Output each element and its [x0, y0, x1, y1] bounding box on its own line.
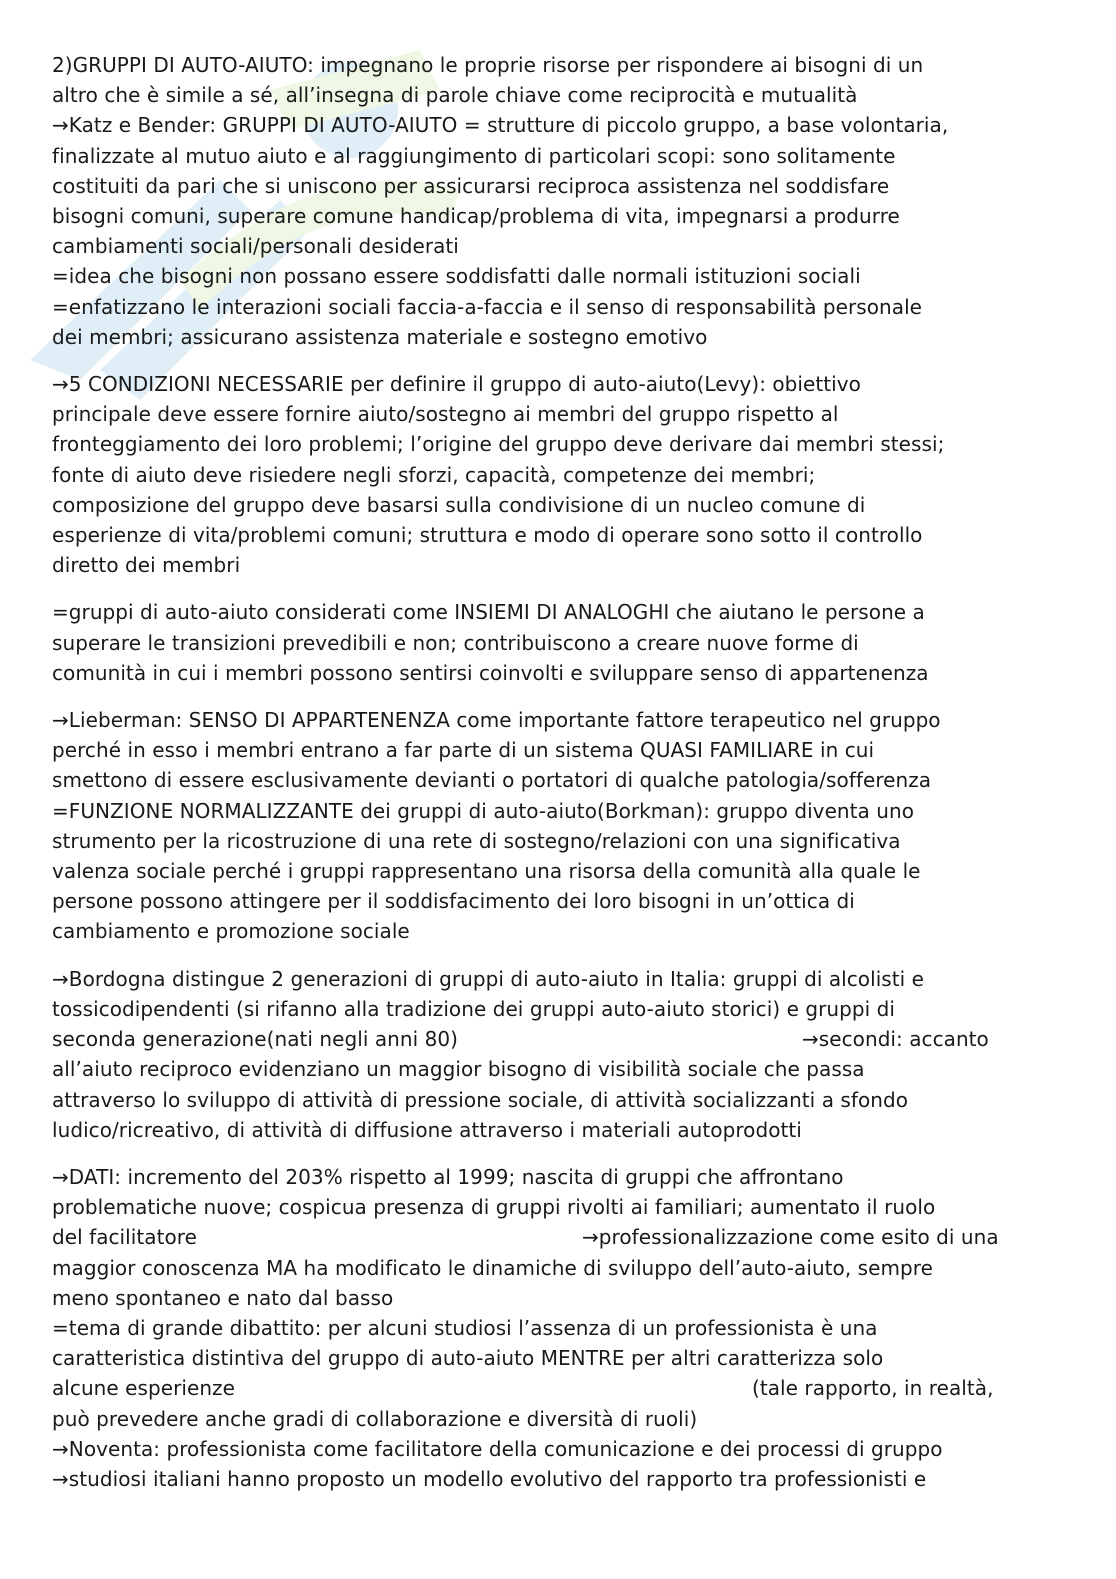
text-line-right: →secondi: accanto — [802, 1027, 989, 1052]
text-line: diretto dei membri — [52, 553, 241, 578]
text-line: comunità in cui i membri possono sentirsi coinvolti e sviluppare senso di appartenenza — [52, 660, 929, 685]
text-line: finalizzate al mutuo aiuto e al raggiungimento di particolari scopi: sono solitamente — [52, 143, 896, 168]
text-line: all’aiuto reciproco evidenziano un maggior bisogno di visibilità sociale che passa — [52, 1057, 865, 1082]
text-line: →Bordogna distingue 2 generazioni di gruppi di auto-aiuto in Italia: gruppi di alcolisti e — [52, 966, 925, 991]
text-line: composizione del gruppo deve basarsi sulla condivisione di un nucleo comune di — [52, 492, 866, 517]
text-line: =enfatizzano le interazioni sociali faccia-a-faccia e il senso di responsabilità personale — [52, 294, 923, 319]
text-line: superare le transizioni prevedibili e non; contribuiscono a creare nuove forme di — [52, 630, 859, 655]
paragraph-block — [52, 369, 1072, 580]
text-line: principale deve essere fornire aiuto/sostegno ai membri del gruppo rispetto al — [52, 402, 839, 427]
text-line: 2)GRUPPI DI AUTO-AIUTO: impegnano le proprie risorse per rispondere ai bisogni di un — [52, 53, 924, 77]
text-line: cambiamento e promozione sociale — [52, 919, 410, 944]
text-line: maggior conoscenza MA ha modificato le dinamiche di sviluppo dell’auto-aiuto, sempre — [52, 1255, 933, 1280]
paragraph-block — [52, 1162, 1072, 1494]
text-line: fronteggiamento dei loro problemi; l’origine del gruppo deve derivare dai membri stessi; — [52, 432, 945, 457]
text-line: persone possono attingere per il soddisfacimento dei loro bisogni in un’ottica di — [52, 889, 855, 914]
text-line-left: alcune esperienze — [52, 1376, 235, 1401]
text-line: fonte di aiuto deve risiedere negli sforzi, capacità, competenze dei membri; — [52, 462, 816, 487]
text-line: valenza sociale perché i gruppi rappresentano una risorsa della comunità alla quale le — [52, 859, 921, 884]
text-line: →Katz e Bender: GRUPPI DI AUTO-AIUTO = strutture di piccolo gruppo, a base volontaria, — [52, 113, 949, 138]
paragraph-block — [52, 964, 1072, 1145]
document-page — [52, 50, 1072, 1511]
text-line: costituiti da pari che si uniscono per assicurarsi reciproca assistenza nel soddisfare — [52, 173, 890, 198]
text-line: meno spontaneo e nato dal basso — [52, 1285, 394, 1310]
text-line — [52, 1222, 1072, 1252]
text-line: →studiosi italiani hanno proposto un modello evolutivo del rapporto tra professionisti e — [52, 1466, 927, 1491]
text-line: tossicodipendenti (si rifanno alla tradizione dei gruppi auto-aiuto storici) e gruppi di — [52, 996, 895, 1021]
text-line-left: del facilitatore — [52, 1225, 197, 1250]
text-line: può prevedere anche gradi di collaborazione e diversità di ruoli) — [52, 1406, 698, 1431]
text-line: perché in esso i membri entrano a far parte di un sistema QUASI FAMILIARE in cui — [52, 738, 875, 763]
text-line-right: →professionalizzazione come esito di una — [582, 1225, 999, 1250]
text-line: →Lieberman: SENSO DI APPARTENENZA come importante fattore terapeutico nel gruppo — [52, 708, 941, 733]
text-line: strumento per la ricostruzione di una rete di sostegno/relazioni con una significativa — [52, 828, 901, 853]
text-line-left: seconda generazione(nati negli anni 80) — [52, 1027, 459, 1052]
text-line: →5 CONDIZIONI NECESSARIE per definire il gruppo di auto-aiuto(Levy): obiettivo — [52, 372, 861, 397]
text-line: →DATI: incremento del 203% rispetto al 1999; nascita di gruppi che affrontano — [52, 1164, 844, 1189]
text-line: ludico/ricreativo, di attività di diffusione attraverso i materiali autoprodotti — [52, 1117, 802, 1142]
text-line: =FUNZIONE NORMALIZZANTE dei gruppi di auto-aiuto(Borkman): gruppo diventa uno — [52, 798, 914, 823]
paragraph-block — [52, 597, 1072, 688]
text-line: caratteristica distintiva del gruppo di auto-aiuto MENTRE per altri caratterizza solo — [52, 1346, 884, 1371]
text-line — [52, 1373, 1072, 1403]
text-line: dei membri; assicurano assistenza materiale e sostegno emotivo — [52, 324, 708, 349]
text-line — [52, 1024, 1072, 1054]
text-line: =gruppi di auto-aiuto considerati come INSIEMI DI ANALOGHI che aiutano le persone a — [52, 600, 925, 625]
text-line: cambiamenti sociali/personali desiderati — [52, 234, 459, 259]
text-line: =idea che bisogni non possano essere soddisfatti dalle normali istituzioni sociali — [52, 264, 861, 289]
text-line-right: (tale rapporto, in realtà, — [752, 1376, 994, 1401]
text-line: →Noventa: professionista come facilitatore della comunicazione e dei processi di gruppo — [52, 1436, 943, 1461]
text-line: esperienze di vita/problemi comuni; struttura e modo di operare sono sotto il controllo — [52, 523, 923, 548]
text-line: attraverso lo sviluppo di attività di pressione sociale, di attività socializzanti a sfondo — [52, 1087, 909, 1112]
paragraph-block — [52, 705, 1072, 947]
text-line: bisogni comuni, superare comune handicap/problema di vita, impegnarsi a produrre — [52, 204, 900, 229]
paragraph-block — [52, 50, 1072, 352]
text-line: =tema di grande dibattito: per alcuni studiosi l’assenza di un professionista è una — [52, 1315, 878, 1340]
text-line: altro che è simile a sé, all’insegna di parole chiave come reciprocità e mutualità — [52, 83, 858, 108]
text-line: problematiche nuove; cospicua presenza di gruppi rivolti ai familiari; aumentato il ruolo — [52, 1195, 936, 1220]
text-line: smettono di essere esclusivamente devianti o portatori di qualche patologia/sofferenza — [52, 768, 932, 793]
